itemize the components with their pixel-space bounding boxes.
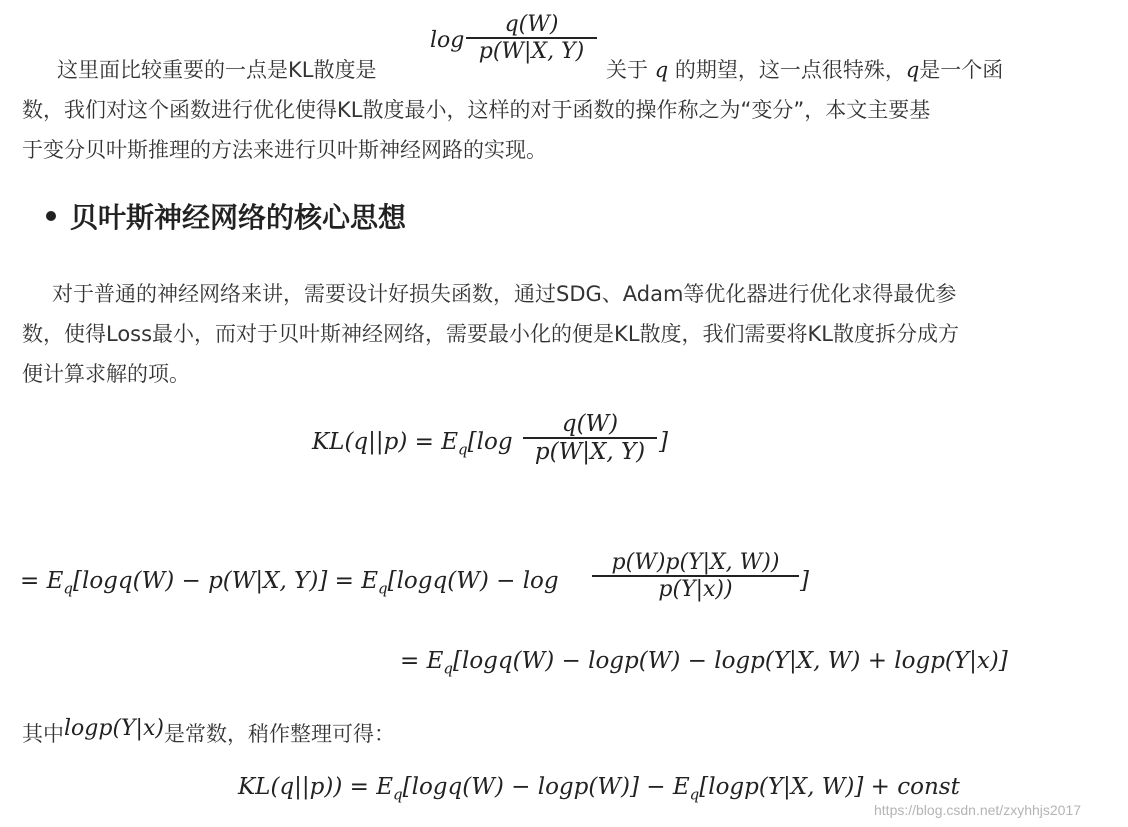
equation-2-numerator: p(W)p(Y|X, W)) (611, 550, 780, 575)
bullet-icon (46, 211, 56, 221)
watermark-url: https://blog.csdn.net/zxyhhjs2017 (874, 802, 1082, 818)
inline-math-q: q (654, 58, 669, 82)
paragraph-1-intro: 这里面比较重要的一点是KL散度是 (57, 58, 377, 82)
equation-3: = $E_q[\log q(W) - \log p(W) - \log p(Y|X$, W) + logp(Y|x)] (400, 648, 1008, 678)
equation-4: $KL(q||p)) = E_q[\log q(W) - \log p(W)] - E_q[\log p(Y|X$, W)] + const (238, 774, 960, 804)
paragraph-2-line-1: 对于普通的神经网络来讲，需要设计好损失函数，通过SDG、Adam等优化器进行优化求得最优参 (52, 282, 957, 306)
equation-1-close: ] (659, 429, 668, 455)
paragraph-1-line-2: 数，我们对这个函数进行优化使得KL散度最小，这样的对于函数的操作称之为“变分”，本文主要基 (22, 98, 931, 122)
inline-fraction-denominator: p(W|X, Y) (478, 38, 585, 64)
equation-2-fraction (592, 550, 799, 602)
paragraph-1-line-1-text (57, 50, 376, 90)
equation-2-denominator: p(Y|x)) (658, 576, 733, 602)
inline-math-q-2: q (905, 58, 920, 82)
inline-math-logp: logp(Y|x) (64, 716, 164, 741)
paragraph-1-line-3: 于变分贝叶斯推理的方法来进行贝叶斯神经网路的实现。 (22, 138, 547, 162)
paragraph-3: 其中logp(Y|x)是常数，稍作整理可得： (22, 716, 395, 746)
inline-fraction-numerator: q(W) (504, 12, 559, 37)
equation-2-left: = $E_q[\log q(W) - p(W|X$, $Y)] = E_q[\log q(W) - \log$ (20, 568, 559, 598)
paragraph-2-line-3: 便计算求解的项。 (22, 362, 190, 386)
equation-1-left: $KL(q||p) = E_q[\log$ (312, 429, 513, 459)
equation-1-fraction (523, 411, 657, 465)
paragraph-2-line-2: 数，使得Loss最小，而对于贝叶斯神经网络，需要最小化的便是KL散度，我们需要将KL散度拆分成方 (22, 322, 959, 346)
section-heading: 贝叶斯神经网络的核心思想 (70, 201, 407, 234)
equation-1-numerator: q(W) (561, 411, 619, 437)
inline-fraction-prefix: log (430, 28, 465, 53)
paragraph-1-line-1-tail: 关于 q 的期望，这一点很特殊，q是一个函 (606, 58, 1004, 82)
equation-2-close: ] (800, 568, 809, 594)
equation-1-denominator: p(W|X, Y) (534, 438, 646, 465)
inline-fraction (466, 12, 597, 64)
